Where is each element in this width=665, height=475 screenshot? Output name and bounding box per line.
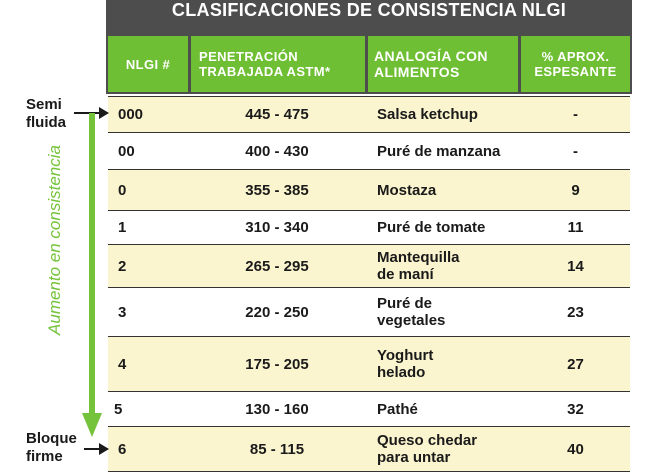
table-header xyxy=(106,34,632,94)
cell-alimento-line1: Pathé xyxy=(377,400,418,418)
cell-alimento-line1: Puré de tomate xyxy=(377,219,486,236)
cell-alimento xyxy=(361,347,521,381)
cell-espesante: 23 xyxy=(567,303,584,321)
cell-alimento xyxy=(361,432,521,466)
cell-alimento-line2: para untar xyxy=(377,449,451,466)
label-semi-fluida xyxy=(26,96,66,132)
pointer-arrow-bottom-icon xyxy=(99,443,109,455)
cell-alimento-line1: Queso chedar xyxy=(377,432,478,449)
cell-alimento xyxy=(361,401,521,418)
cell-nlgi: 2 xyxy=(118,257,127,275)
cell-penetracion: 355 - 385 xyxy=(245,181,309,199)
cell-penetracion: 310 - 340 xyxy=(245,219,309,236)
header-penetracion xyxy=(191,36,365,92)
table-row xyxy=(108,211,630,245)
cell-penetracion: 85 - 115 xyxy=(249,440,305,458)
cell-espesante: 14 xyxy=(567,257,584,275)
header-penetracion-line2: TRABAJADA ASTM* xyxy=(199,64,331,79)
cell-alimento xyxy=(361,249,521,283)
cell-alimento-line1: Yoghurt xyxy=(377,347,434,364)
header-nlgi-label: NLGI # xyxy=(125,56,171,72)
label-firme: firme xyxy=(26,448,63,465)
cell-nlgi: 000 xyxy=(118,106,144,123)
vertical-consistency-label: Aumento en consistencia xyxy=(45,145,64,335)
header-analogia-line2: ALIMENTOS xyxy=(374,64,460,80)
table-row xyxy=(108,392,630,427)
cell-nlgi: 3 xyxy=(118,303,127,321)
cell-penetracion: 445 - 475 xyxy=(245,106,309,123)
table-row xyxy=(108,97,630,133)
cell-alimento-line1: Mantequilla xyxy=(377,249,460,266)
cell-alimento xyxy=(361,295,521,329)
table-row xyxy=(108,427,630,472)
cell-alimento-line1: Puré de xyxy=(377,295,433,312)
cell-alimento-line2: helado xyxy=(377,364,426,381)
header-espesante-line2: ESPESANTE xyxy=(534,64,617,79)
header-analogia-line1: ANALOGÍA CON xyxy=(374,48,488,64)
cell-alimento xyxy=(361,106,521,123)
cell-alimento xyxy=(361,219,521,236)
cell-nlgi: 0 xyxy=(118,181,127,199)
cell-alimento xyxy=(361,143,521,160)
cell-alimento-line2: de maní xyxy=(377,266,434,283)
cell-alimento-line2: vegetales xyxy=(377,312,446,329)
label-bloque-firme xyxy=(26,430,77,466)
header-espesante-line1: % APROX. xyxy=(541,49,610,64)
cell-espesante: 32 xyxy=(567,400,584,418)
cell-nlgi: 4 xyxy=(118,355,127,373)
cell-penetracion: 400 - 430 xyxy=(245,142,309,160)
header-nlgi xyxy=(108,36,188,92)
cell-alimento-line1: Mostaza xyxy=(377,181,437,199)
cell-espesante: 40 xyxy=(567,440,584,458)
pointer-arrow-top-line xyxy=(74,112,100,114)
cell-alimento-line1: Salsa ketchup xyxy=(377,106,478,123)
cell-nlgi: 00 xyxy=(118,142,135,160)
pointer-arrow-bottom-line xyxy=(84,448,100,450)
cell-penetracion: 130 - 160 xyxy=(245,400,309,418)
cell-espesante: - xyxy=(573,142,578,160)
label-semi: Semi xyxy=(26,96,62,113)
consistency-arrow-down-icon xyxy=(82,413,102,437)
cell-nlgi: 5 xyxy=(114,400,123,418)
consistency-table xyxy=(108,96,630,472)
cell-alimento xyxy=(361,182,521,199)
cell-espesante: 27 xyxy=(567,355,584,373)
label-bloque: Bloque xyxy=(26,430,77,447)
cell-espesante: - xyxy=(573,106,578,123)
header-penetracion-line1: PENETRACIÓN xyxy=(199,49,299,64)
table-row xyxy=(108,245,630,288)
cell-alimento-line1: Puré de manzana xyxy=(377,142,501,160)
cell-espesante: 11 xyxy=(567,219,584,236)
table-row xyxy=(108,133,630,170)
table-row xyxy=(108,170,630,211)
label-fluida: fluida xyxy=(26,114,66,131)
pointer-arrow-top-icon xyxy=(99,107,109,119)
table-row xyxy=(108,288,630,337)
consistency-arrow-shaft xyxy=(89,113,95,415)
cell-nlgi: 6 xyxy=(118,440,127,458)
table-title: CLASIFICACIONES DE CONSISTENCIA NLGI xyxy=(171,0,567,20)
table-row xyxy=(108,337,630,392)
cell-nlgi: 1 xyxy=(118,219,127,236)
cell-penetracion: 220 - 250 xyxy=(245,303,309,321)
header-espesante xyxy=(521,36,630,92)
header-analogia xyxy=(368,36,518,92)
table-title-bar xyxy=(106,0,632,34)
cell-penetracion: 175 - 205 xyxy=(245,355,309,373)
cell-espesante: 9 xyxy=(571,181,580,199)
cell-penetracion: 265 - 295 xyxy=(245,257,309,275)
